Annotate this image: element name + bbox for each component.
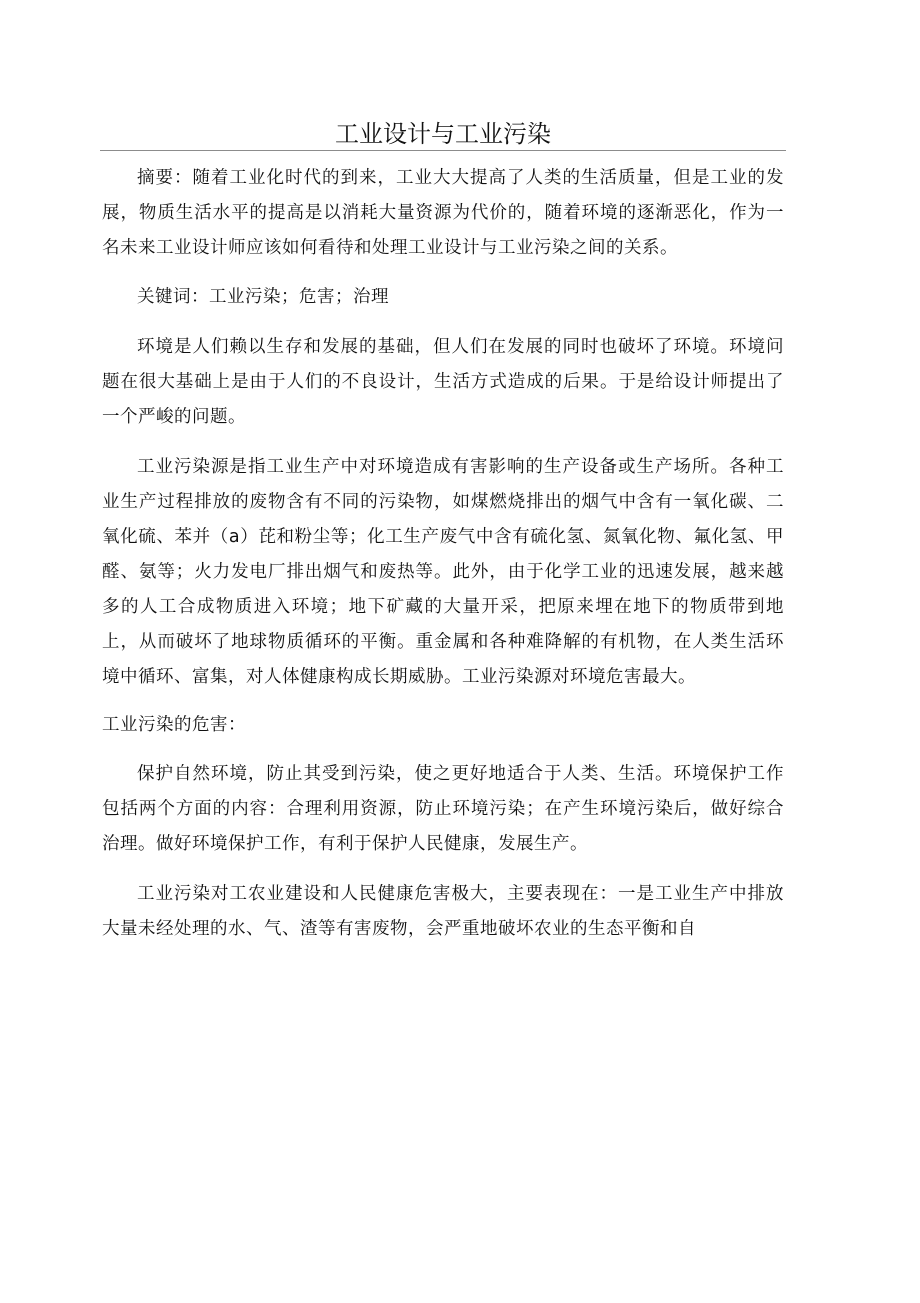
document-title: 工业设计与工业污染 <box>335 120 551 148</box>
abstract-paragraph: 摘要：随着工业化时代的到来，工业大大提高了人类的生活质量，但是工业的发展，物质生活水平的提高是以消耗大量资源为代价的，随着环境的逐渐恶化，作为一名未来工业设计师应该如何看待和处理工业设计与工业污染之间的关系。 <box>102 168 784 258</box>
body-paragraph-environment: 环境是人们赖以生存和发展的基础，但人们在发展的同时也破坏了环境。环境问题在很大基础上是由于人们的不良设计，生活方式造成的后果。于是给设计师提出了一个严峻的问题。 <box>102 337 784 427</box>
section-heading: 工业污染的危害： <box>102 715 246 735</box>
body-paragraph-pollution-source: 工业污染源是指工业生产中对环境造成有害影响的生产设备或生产场所。各种工业生产过程排放的废物含有不同的污染物，如煤燃烧排出的烟气中含有一氧化碳、二氧化硫、苯并（a）芘和粉尘等；化工生产废气中含有硫化氢、氮氧化物、氟化氢、甲醛、氨等；火力发电厂排出烟气和废热等。此外，由于化学工业的迅速发展，越来越多的人工合成物质进入环境；地下矿藏的大量开采，把原来埋在地下的物质带到地上，从而破坏了地球物质循环的平衡。重金属和各种难降解的有机物，在人类生活环境中循环、富集，对人体健康构成长期威胁。工业污染源对环境危害最大。 <box>102 457 784 687</box>
body-paragraph-protection: 保护自然环境，防止其受到污染，使之更好地适合于人类、生活。环境保护工作包括两个方面的内容：合理利用资源，防止环境污染；在产生环境污染后，做好综合治理。做好环境保护工作，有利于保护人民健康，发展生产。 <box>102 764 784 854</box>
document-body <box>102 150 784 947</box>
keywords-line: 关键词：工业污染；危害；治理 <box>137 287 389 307</box>
body-paragraph-hazards: 工业污染对工农业建设和人民健康危害极大，主要表现在：一是工业生产中排放大量未经处理的水、气、渣等有害废物，会严重地破坏农业的生态平衡和自 <box>102 884 784 939</box>
